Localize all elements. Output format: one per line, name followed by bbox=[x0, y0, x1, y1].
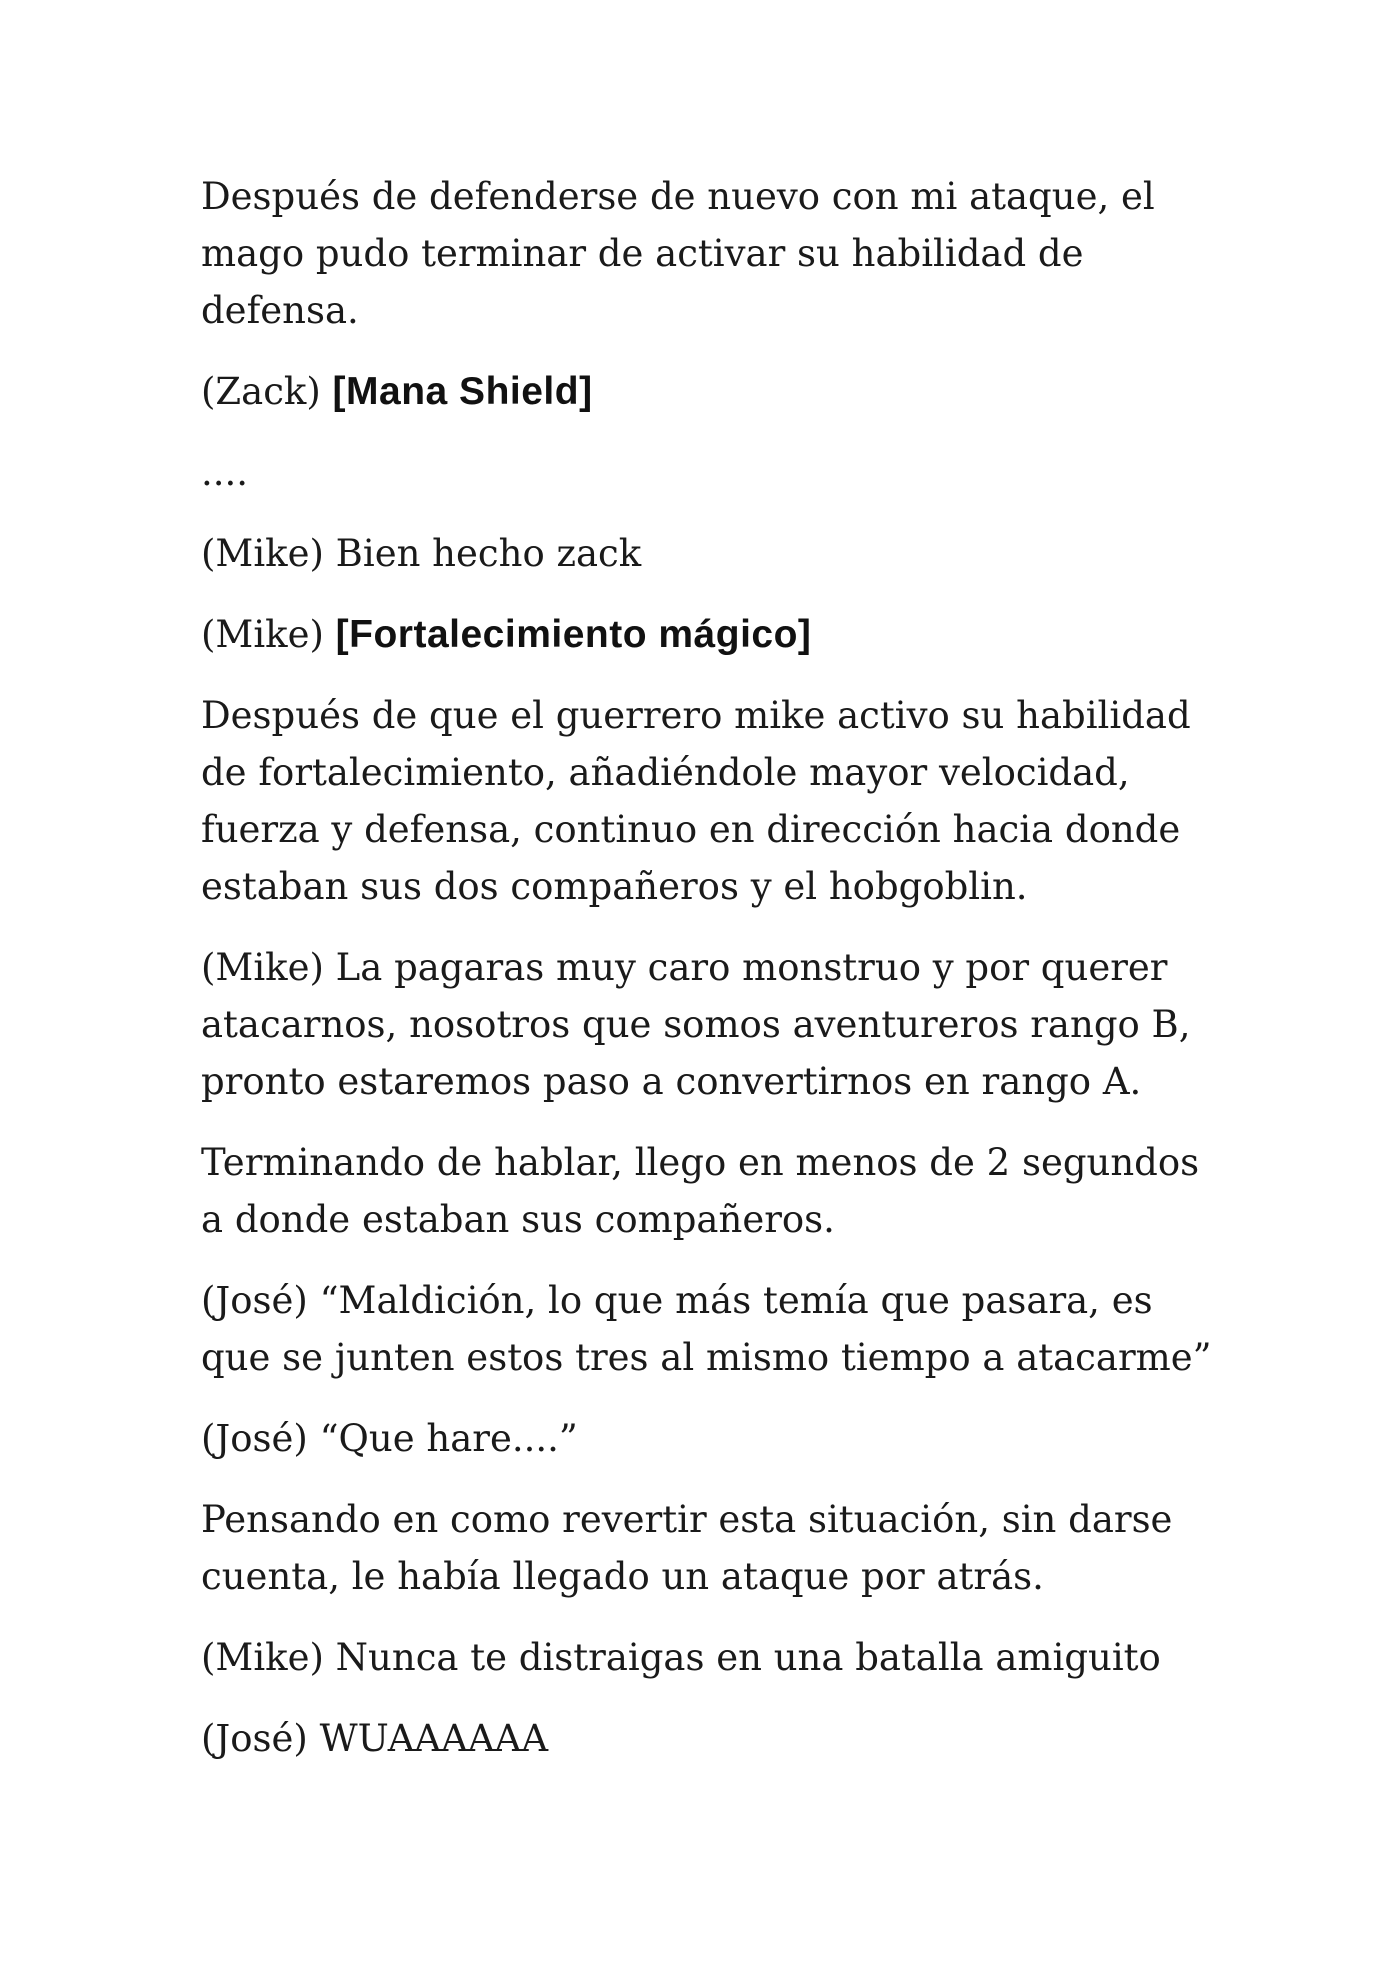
narration-paragraph bbox=[201, 1491, 1221, 1605]
speaker-label: (Mike) bbox=[201, 1636, 324, 1679]
dialogue-text: Nunca te distraigas en una batalla amiguito bbox=[335, 1636, 1161, 1679]
speaker-label: (Mike) bbox=[201, 946, 324, 989]
dialogue-line bbox=[201, 606, 1221, 663]
dialogue-text: “Que hare....” bbox=[319, 1417, 578, 1460]
narration-paragraph bbox=[201, 1134, 1221, 1248]
narration-paragraph bbox=[201, 687, 1221, 915]
speaker-label: (José) bbox=[201, 1417, 308, 1460]
speaker-label: (Mike) bbox=[201, 613, 324, 656]
skill-name: [Fortalecimiento mágico] bbox=[335, 613, 812, 656]
document-body bbox=[201, 168, 1221, 1791]
dialogue-line bbox=[201, 363, 1221, 420]
skill-name: [Mana Shield] bbox=[332, 370, 593, 413]
dialogue-line bbox=[201, 1272, 1221, 1386]
paragraph-text: Después de defenderse de nuevo con mi ataque, el mago pudo terminar de activar su habilidad de defensa. bbox=[201, 175, 1155, 332]
dialogue-text: WUAAAAAA bbox=[319, 1717, 549, 1760]
speaker-label: (Mike) bbox=[201, 532, 324, 575]
dialogue-line bbox=[201, 939, 1221, 1110]
dialogue-line bbox=[201, 1710, 1221, 1767]
dialogue-line bbox=[201, 1410, 1221, 1467]
dialogue-line bbox=[201, 1629, 1221, 1686]
speaker-label: (José) bbox=[201, 1279, 308, 1322]
speaker-label: (Zack) bbox=[201, 370, 321, 413]
speaker-label: (José) bbox=[201, 1717, 308, 1760]
paragraph-text: Después de que el guerrero mike activo su habilidad de fortalecimiento, añadiéndole mayor velocidad, fuerza y defensa, continuo en dirección hacia donde estaban sus dos compañeros y el hobgoblin. bbox=[201, 694, 1191, 908]
paragraph-text: Terminando de hablar, llego en menos de 2 segundos a donde estaban sus compañeros. bbox=[201, 1141, 1200, 1241]
narration-paragraph bbox=[201, 168, 1221, 339]
dialogue-text: Bien hecho zack bbox=[335, 532, 642, 575]
ellipsis-line bbox=[201, 444, 1221, 501]
dialogue-line bbox=[201, 525, 1221, 582]
paragraph-text: Pensando en como revertir esta situación, sin darse cuenta, le había llegado un ataque por atrás. bbox=[201, 1498, 1173, 1598]
dialogue-text: La pagaras muy caro monstruo y por querer atacarnos, nosotros que somos aventureros rango B, pronto estaremos paso a convertirnos en rango A. bbox=[201, 946, 1191, 1103]
paragraph-text: .... bbox=[201, 451, 249, 494]
dialogue-text: “Maldición, lo que más temía que pasara, es que se junten estos tres al mismo tiempo a atacarme” bbox=[201, 1279, 1212, 1379]
